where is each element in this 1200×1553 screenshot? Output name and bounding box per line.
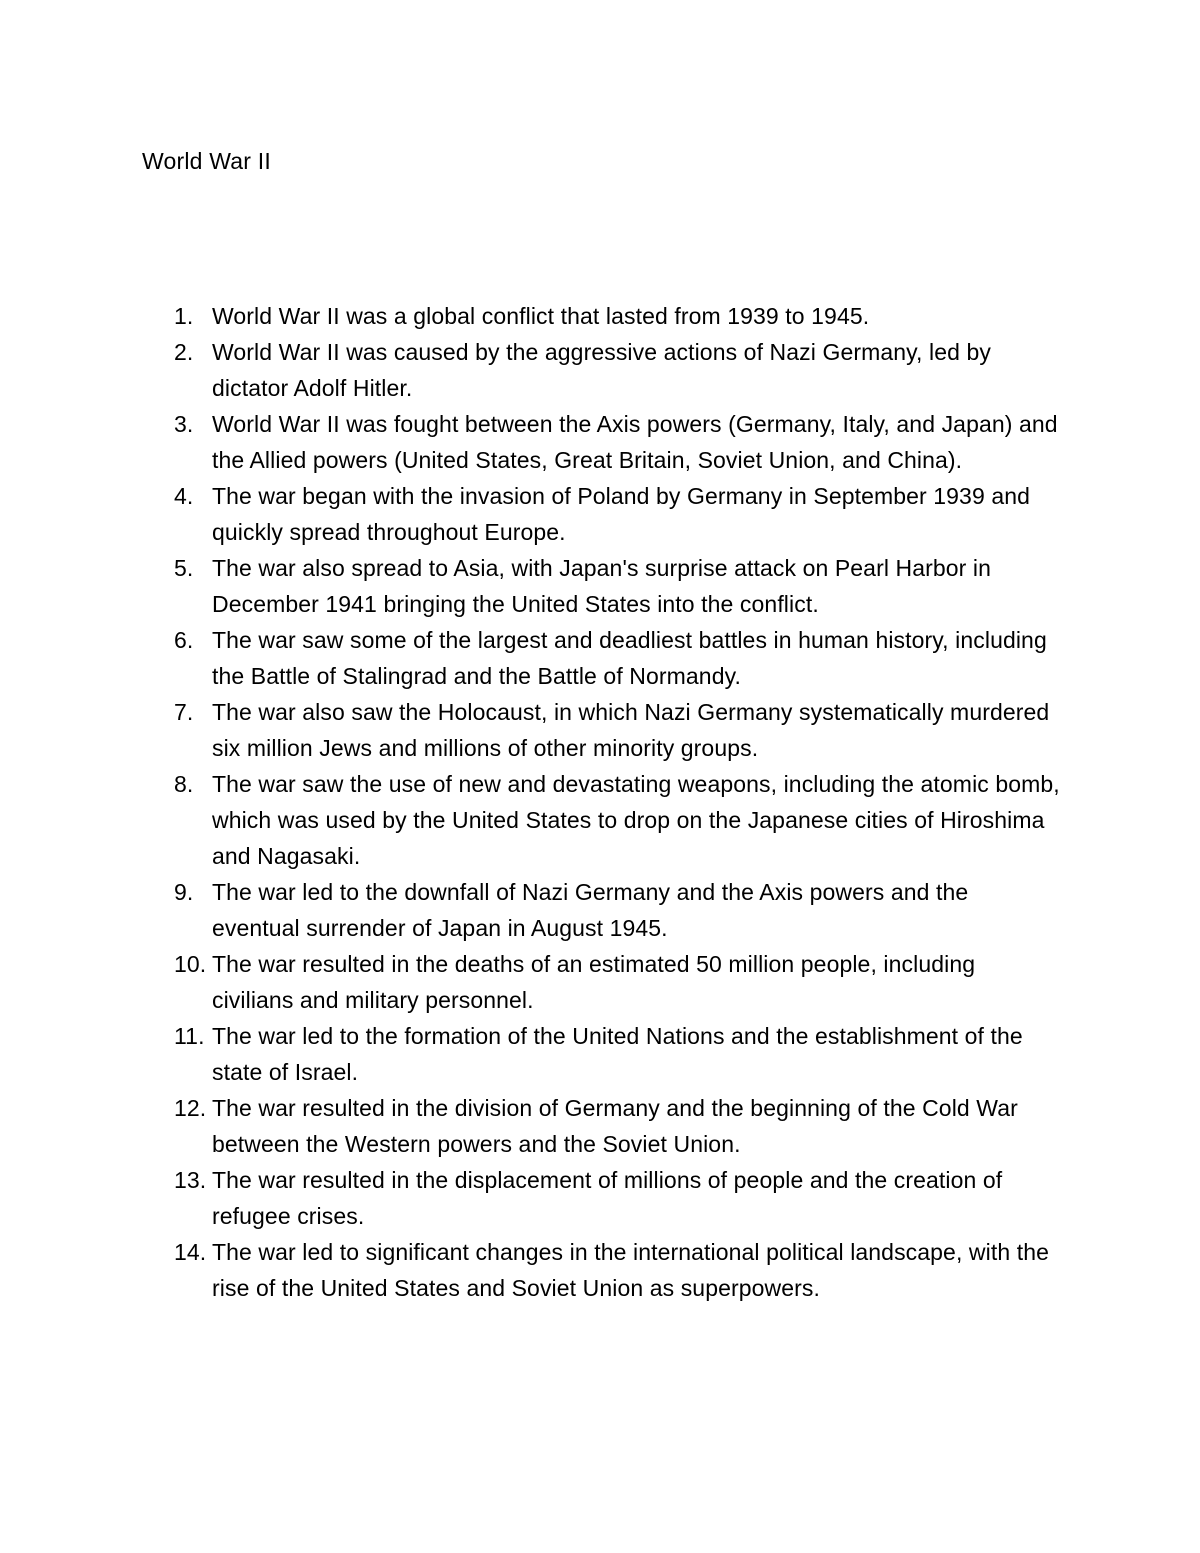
list-item-text: World War II was fought between the Axis powers (Germany, Italy, and Japan) and the Allied powers (United States, Great Britain, Soviet Union, and China). xyxy=(212,411,1058,473)
list-item xyxy=(142,1162,1062,1234)
list-item xyxy=(142,946,1062,1018)
list-item-number: 7. xyxy=(174,699,194,725)
list-item-text: The war began with the invasion of Poland by Germany in September 1939 and quickly spread throughout Europe. xyxy=(212,483,1031,545)
list-item-text: World War II was a global conflict that lasted from 1939 to 1945. xyxy=(212,303,870,329)
list-item-number: 12. xyxy=(174,1095,207,1121)
list-item-text: The war led to the formation of the United Nations and the establishment of the state of Israel. xyxy=(212,1023,1023,1085)
list-item-text: The war saw some of the largest and deadliest battles in human history, including the Battle of Stalingrad and the Battle of Normandy. xyxy=(212,627,1047,689)
list-item-number: 6. xyxy=(174,627,194,653)
list-item-number: 2. xyxy=(174,339,194,365)
list-item-number: 11. xyxy=(174,1023,205,1049)
list-item xyxy=(142,1234,1062,1306)
list-item-number: 1. xyxy=(174,303,194,329)
list-item xyxy=(142,406,1062,478)
list-item xyxy=(142,1090,1062,1162)
list-item xyxy=(142,874,1062,946)
list-item-text: The war resulted in the displacement of millions of people and the creation of refugee crises. xyxy=(212,1167,1003,1229)
list-item-text: The war resulted in the deaths of an estimated 50 million people, including civilians and military personnel. xyxy=(212,951,976,1013)
list-item-number: 8. xyxy=(174,771,194,797)
list-item xyxy=(142,478,1062,550)
list-item-number: 10. xyxy=(174,951,207,977)
list-item xyxy=(142,298,1062,334)
list-item-text: The war also saw the Holocaust, in which Nazi Germany systematically murdered six million Jews and millions of other minority groups. xyxy=(212,699,1050,761)
list-item xyxy=(142,334,1062,406)
list-item-number: 3. xyxy=(174,411,194,437)
list-item-text: World War II was caused by the aggressive actions of Nazi Germany, led by dictator Adolf Hitler. xyxy=(212,339,991,401)
list-item xyxy=(142,550,1062,622)
facts-list xyxy=(142,298,1062,1306)
list-item-number: 13. xyxy=(174,1167,207,1193)
list-item-text: The war saw the use of new and devastating weapons, including the atomic bomb, which was used by the United States to drop on the Japanese cities of Hiroshima and Nagasaki. xyxy=(212,771,1060,869)
list-item-number: 4. xyxy=(174,483,194,509)
list-item-text: The war led to the downfall of Nazi Germany and the Axis powers and the eventual surrender of Japan in August 1945. xyxy=(212,879,969,941)
list-item-number: 5. xyxy=(174,555,194,581)
list-item-text: The war also spread to Asia, with Japan's surprise attack on Pearl Harbor in December 1941 bringing the United States into the conflict. xyxy=(212,555,992,617)
document-title: World War II xyxy=(142,148,271,174)
list-item xyxy=(142,1018,1062,1090)
list-item-number: 14. xyxy=(174,1239,207,1265)
list-item-number: 9. xyxy=(174,879,194,905)
list-item xyxy=(142,694,1062,766)
list-item-text: The war led to significant changes in the international political landscape, with the rise of the United States and Soviet Union as superpowers. xyxy=(212,1239,1049,1301)
list-item-text: The war resulted in the division of Germany and the beginning of the Cold War between the Western powers and the Soviet Union. xyxy=(212,1095,1018,1157)
list-item xyxy=(142,622,1062,694)
list-item xyxy=(142,766,1062,874)
